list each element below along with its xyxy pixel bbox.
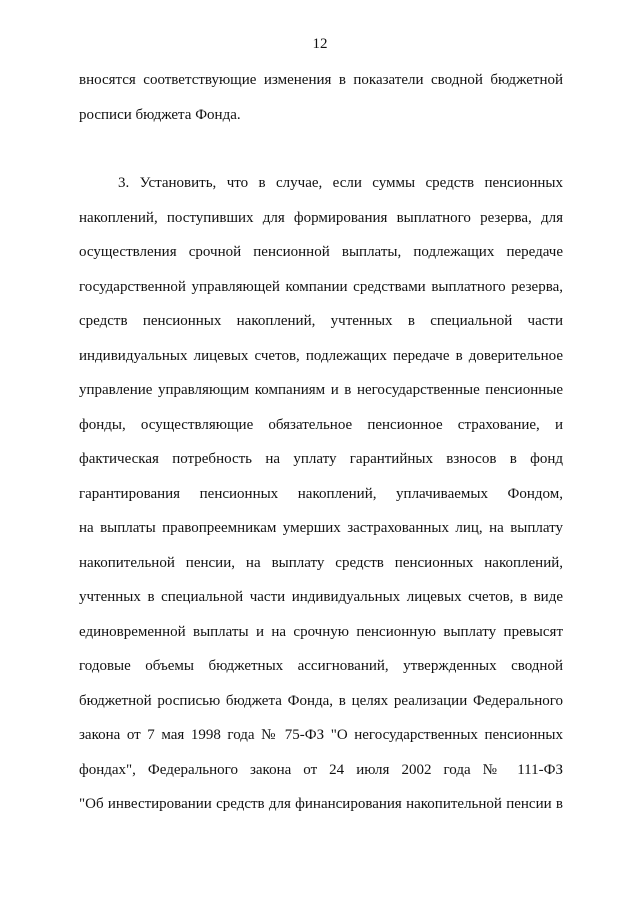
text-line: росписи бюджета Фонда. [79,106,241,123]
text-line: государственной управляющей компании средствами выплатного резерва, [79,278,563,295]
text-line: вносятся соответствующие изменения в показатели сводной бюджетной [79,72,563,88]
text-line: фондах", Федерального закона от 24 июля 2002 года № 111-ФЗ [79,761,563,778]
text-line: на выплаты правопреемникам умерших застрахованных лиц, на выплату [79,520,563,536]
text-line: фактическая потребность на уплату гарантийных взносов в фонд [79,451,563,467]
text-line: единовременной выплаты и на срочную пенсионную выплату превысят [79,623,563,640]
text-line: гарантирования пенсионных накоплений, уплачиваемых Фондом, [79,485,563,502]
text-line: накоплений, поступивших для формирования выплатного резерва, для [79,209,563,226]
paragraph-1 [79,63,563,132]
text-line: бюджетной росписью бюджета Фонда, в целях реализации Федерального [79,692,563,709]
text-line: индивидуальных лицевых счетов, подлежащих передаче в доверительное [79,347,563,364]
document-body [79,63,563,822]
text-line: осуществления срочной пенсионной выплаты, подлежащих передаче [79,244,563,260]
text-line: средств пенсионных накоплений, учтенных в специальной части [79,313,563,329]
text-line: закона от 7 мая 1998 года № 75-ФЗ "О негосударственных пенсионных [79,727,563,743]
text-line: управление управляющим компаниям и в негосударственные пенсионные [79,382,563,398]
text-line: накопительной пенсии, на выплату средств пенсионных накоплений, [79,554,563,571]
text-line: 3. Установить, что в случае, если суммы средств пенсионных [118,175,563,191]
text-line: "Об инвестировании средств для финансирования накопительной пенсии в [79,796,563,812]
text-line: фонды, осуществляющие обязательное пенсионное страхование, и [79,416,563,433]
page-number: 12 [312,36,328,52]
text-line: годовые объемы бюджетных ассигнований, утвержденных сводной [79,658,563,674]
paragraph-2 [79,166,563,822]
text-line: учтенных в специальной части индивидуальных лицевых счетов, в виде [79,589,563,605]
